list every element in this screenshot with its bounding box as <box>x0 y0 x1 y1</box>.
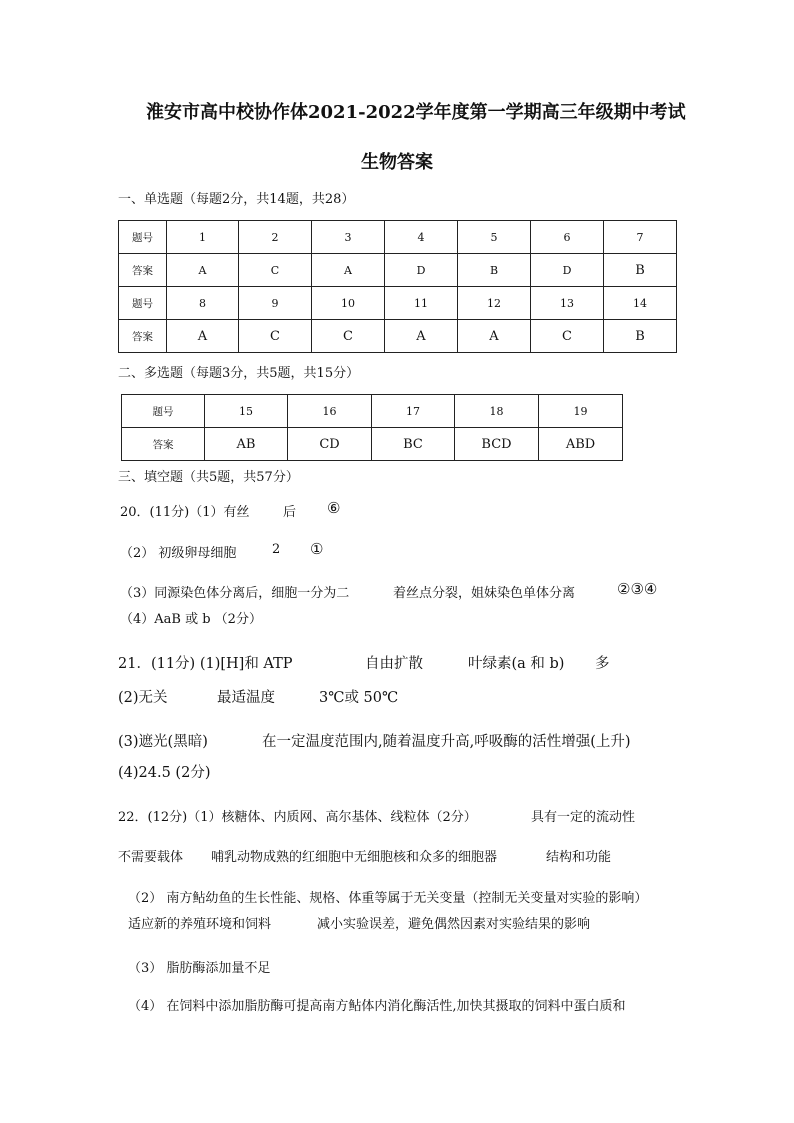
question-number: 5 <box>458 221 531 254</box>
q22-line1: 22．(12分)（1）核糖体、内质网、高尔基体、线粒体（2分） <box>118 810 477 825</box>
q22-line3: （2） 南方鲇幼鱼的生长性能、规格、体重等属于无关变量（控制无关变量对实验的影响） <box>128 891 648 906</box>
table-row <box>119 254 677 287</box>
section-2-heading: 二、多选题（每题3分，共5题，共15分） <box>118 366 360 381</box>
answer-cell: B <box>458 254 531 287</box>
q21-line2: 3℃或 50℃ <box>319 690 399 706</box>
q20-line3: ②③④ <box>617 580 658 598</box>
row-label: 答案 <box>119 320 167 353</box>
q22-line4: 减小实验误差，避免偶然因素对实验结果的影响 <box>317 917 591 932</box>
q20-line1: 20．(11分)（1）有丝 <box>120 505 250 520</box>
table-row <box>122 428 623 461</box>
q21-line1: 21．(11分) (1)[H]和 ATP <box>118 656 293 672</box>
q21-line4: (4)24.5 (2分) <box>118 765 211 781</box>
answer-cell: ABD <box>539 428 623 461</box>
question-number: 19 <box>539 395 623 428</box>
answer-cell: BC <box>372 428 455 461</box>
question-number: 15 <box>205 395 288 428</box>
question-number: 17 <box>372 395 455 428</box>
row-label: 答案 <box>122 428 205 461</box>
answer-cell: C <box>531 320 604 353</box>
q22-line2: 不需要载体 <box>118 850 184 865</box>
section-3-heading: 三、填空题（共5题，共57分） <box>118 470 299 485</box>
q20-line3: 着丝点分裂，姐妹染色单体分离 <box>393 586 576 601</box>
question-number: 7 <box>604 221 677 254</box>
question-number: 11 <box>385 287 458 320</box>
table-row <box>122 395 623 428</box>
question-number: 8 <box>167 287 239 320</box>
q22-line1: 具有一定的流动性 <box>531 810 636 825</box>
multi-choice-table <box>121 394 623 461</box>
q20-line2: （2） 初级卵母细胞 <box>120 546 237 561</box>
question-number: 2 <box>239 221 312 254</box>
page-title: 淮安市高中校协作体2021-2022学年度第一学期高三年级期中考试 <box>146 102 686 123</box>
question-number: 10 <box>312 287 385 320</box>
q22-line4: 适应新的养殖环境和饲料 <box>128 917 272 932</box>
answer-cell: C <box>239 320 312 353</box>
question-number: 1 <box>167 221 239 254</box>
question-number: 9 <box>239 287 312 320</box>
table-row <box>119 320 677 353</box>
row-label: 题号 <box>122 395 205 428</box>
q22-line2: 结构和功能 <box>546 850 612 865</box>
q22-line5: （3） 脂肪酶添加量不足 <box>128 961 271 976</box>
section-1-heading: 一、单选题（每题2分，共14题，共28） <box>118 192 355 207</box>
question-number: 4 <box>385 221 458 254</box>
q21-line2: (2)无关 <box>118 690 168 706</box>
q21-line3: (3)遮光(黑暗) <box>118 734 208 750</box>
single-choice-table <box>118 220 677 353</box>
answer-cell: A <box>385 320 458 353</box>
q21-line1: 自由扩散 <box>365 656 423 672</box>
q21-line1: 叶绿素(a 和 b) <box>468 656 565 672</box>
answer-cell: A <box>167 254 239 287</box>
question-number: 16 <box>288 395 372 428</box>
page-subtitle: 生物答案 <box>361 152 433 173</box>
question-number: 14 <box>604 287 677 320</box>
question-number: 13 <box>531 287 604 320</box>
answer-cell: A <box>458 320 531 353</box>
row-label: 答案 <box>119 254 167 287</box>
q20-line1: ⑥ <box>327 499 341 517</box>
q22-line6: （4） 在饲料中添加脂肪酶可提高南方鲇体内消化酶活性,加快其摄取的饲料中蛋白质和 <box>128 999 626 1014</box>
q20-line1: 后 <box>283 505 297 520</box>
answer-cell: C <box>239 254 312 287</box>
answer-cell: B <box>604 254 677 287</box>
answer-cell: B <box>604 320 677 353</box>
q21-line3: 在一定温度范围内,随着温度升高,呼吸酶的活性增强(上升) <box>262 734 631 750</box>
row-label: 题号 <box>119 221 167 254</box>
table-row <box>119 221 677 254</box>
answer-cell: AB <box>205 428 288 461</box>
answer-cell: C <box>312 320 385 353</box>
q22-line2: 哺乳动物成熟的红细胞中无细胞核和众多的细胞器 <box>211 850 498 865</box>
question-number: 18 <box>455 395 539 428</box>
table-row <box>119 287 677 320</box>
q20-line4: （4）AaB 或 b （2分） <box>120 612 262 627</box>
question-number: 12 <box>458 287 531 320</box>
question-number: 6 <box>531 221 604 254</box>
q20-line2: 2 <box>272 542 281 557</box>
answer-cell: D <box>531 254 604 287</box>
question-number: 3 <box>312 221 385 254</box>
answer-cell: A <box>167 320 239 353</box>
answer-cell: A <box>312 254 385 287</box>
q21-line2: 最适温度 <box>217 690 275 706</box>
q21-line1: 多 <box>595 656 610 672</box>
q20-line2: ① <box>310 540 324 558</box>
row-label: 题号 <box>119 287 167 320</box>
q20-line3: （3）同源染色体分离后，细胞一分为二 <box>120 586 350 601</box>
answer-cell: D <box>385 254 458 287</box>
answer-cell: BCD <box>455 428 539 461</box>
answer-cell: CD <box>288 428 372 461</box>
